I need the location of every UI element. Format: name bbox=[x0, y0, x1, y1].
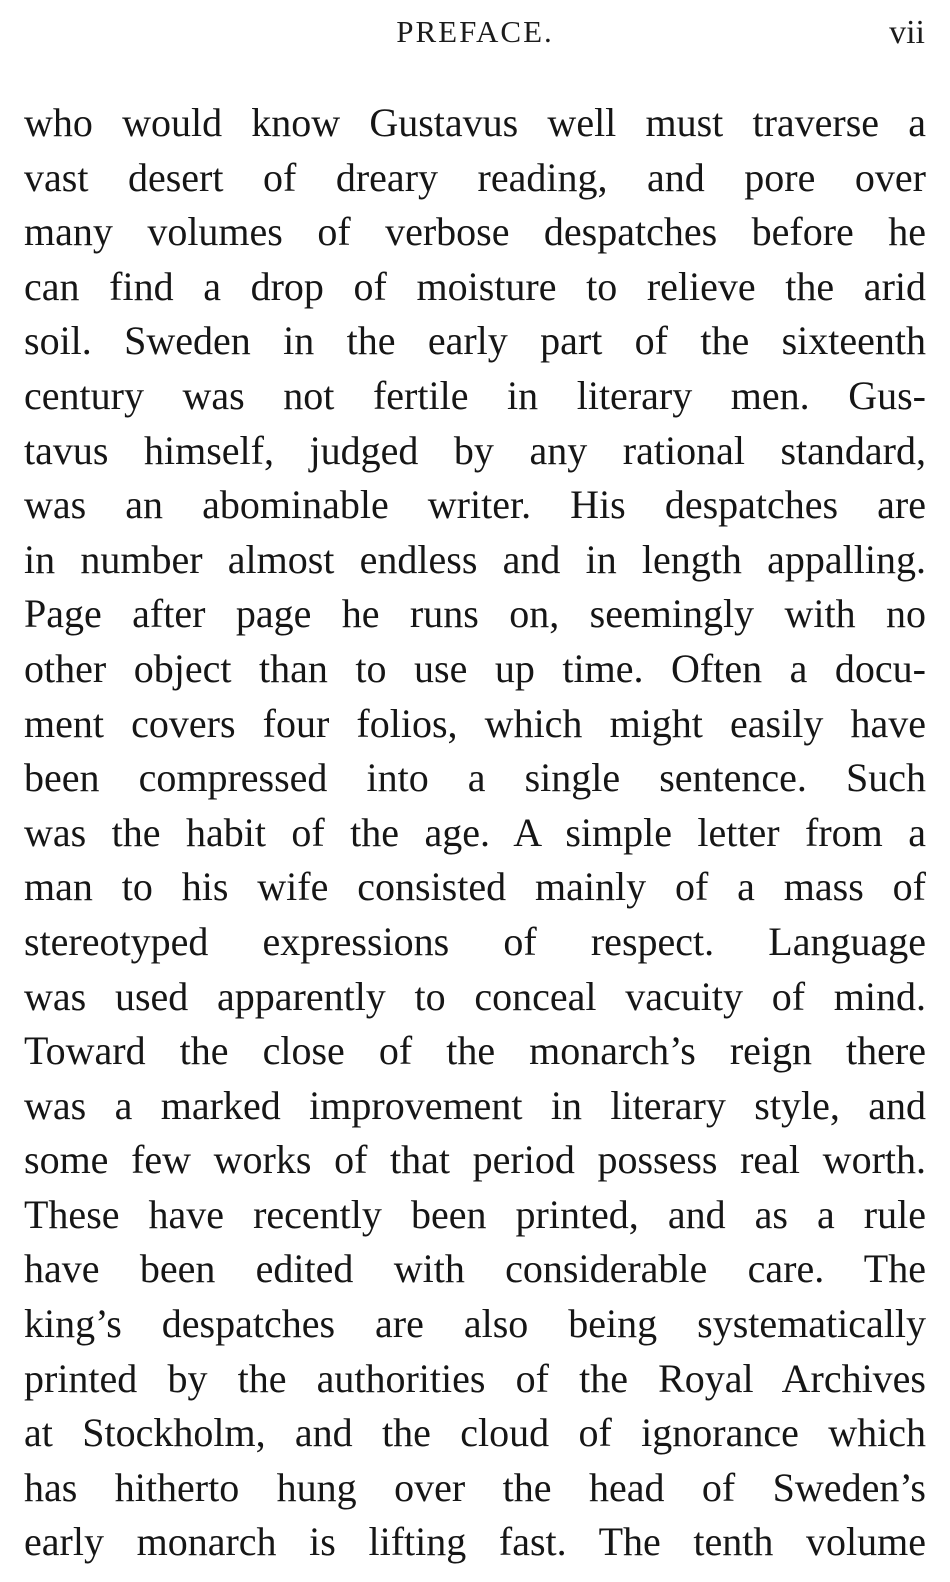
text-line: soil. Sweden in the early part of the sixteenth bbox=[24, 318, 926, 364]
text-line: These have recently been printed, and as a rule bbox=[24, 1191, 926, 1237]
text-line: have been edited with considerable care. The bbox=[24, 1246, 926, 1292]
text-line: other object than to use up time. Often a docu- bbox=[24, 645, 926, 691]
page-number: vii bbox=[889, 14, 925, 51]
text-line: century was not fertile in literary men. Gus- bbox=[24, 372, 926, 418]
text-line: at Stockholm, and the cloud of ignorance which bbox=[24, 1410, 926, 1456]
text-line: many volumes of verbose despatches before he bbox=[24, 209, 926, 255]
text-line: ment covers four folios, which might easily have bbox=[24, 700, 926, 746]
text-line: Toward the close of the monarch’s reign there bbox=[24, 1028, 926, 1074]
text-line: king’s despatches are also being systematically bbox=[24, 1301, 926, 1347]
text-line: early monarch is lifting fast. The tenth volume bbox=[24, 1519, 926, 1565]
text-line: who would know Gustavus well must traverse a bbox=[24, 100, 926, 145]
text-line: been compressed into a single sentence. Such bbox=[24, 755, 926, 801]
text-line: can find a drop of moisture to relieve the arid bbox=[24, 263, 926, 309]
text-line: some few works of that period possess real worth. bbox=[24, 1137, 926, 1183]
body-text bbox=[24, 96, 926, 1570]
running-head bbox=[25, 14, 925, 54]
text-line: was a marked improvement in literary style, and bbox=[24, 1082, 926, 1128]
text-line: stereotyped expressions of respect. Language bbox=[24, 918, 926, 964]
text-line: was an abominable writer. His despatches are bbox=[24, 482, 926, 528]
text-line: has hitherto hung over the head of Sweden’s bbox=[24, 1464, 926, 1510]
page-title: PREFACE. bbox=[396, 14, 554, 49]
text-line: man to his wife consisted mainly of a mass of bbox=[24, 864, 926, 910]
text-line: in number almost endless and in length appalling. bbox=[24, 536, 926, 582]
text-line: Page after page he runs on, seemingly with no bbox=[24, 591, 926, 637]
text-line: vast desert of dreary reading, and pore over bbox=[24, 154, 926, 200]
text-line: was used apparently to conceal vacuity of mind. bbox=[24, 973, 926, 1019]
text-line: tavus himself, judged by any rational standard, bbox=[24, 427, 926, 473]
text-line: was the habit of the age. A simple letter from a bbox=[24, 809, 926, 855]
text-line: printed by the authorities of the Royal Archives bbox=[24, 1355, 926, 1401]
